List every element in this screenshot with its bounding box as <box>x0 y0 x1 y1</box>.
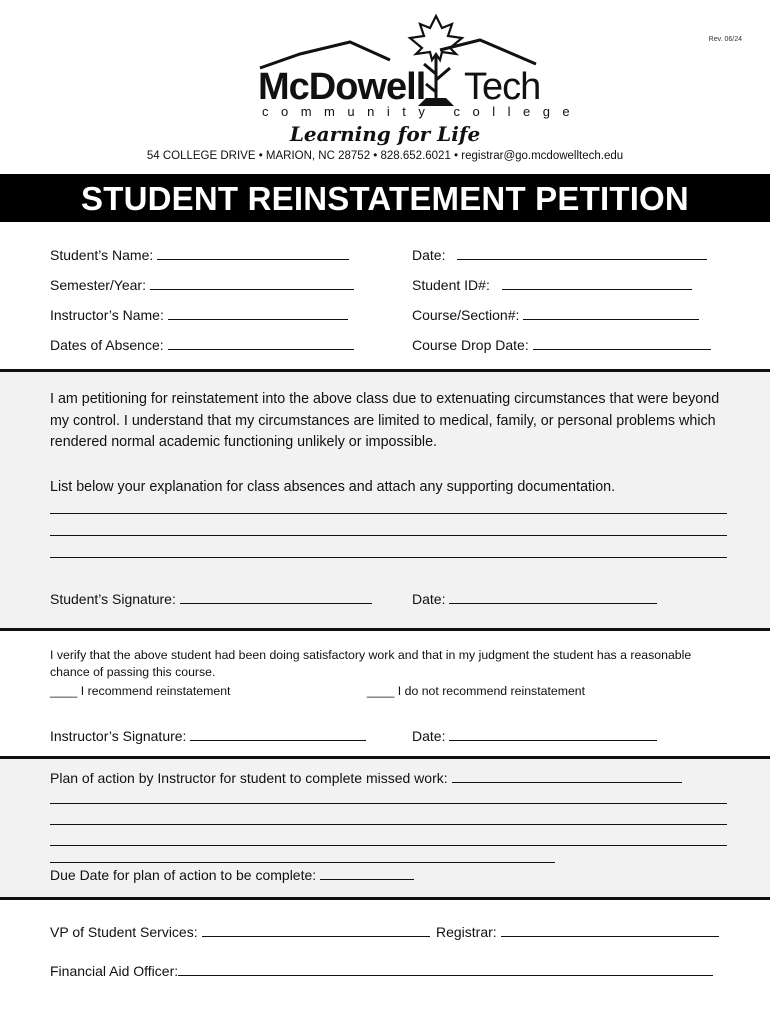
instructor-signature-label: Instructor’s Signature: <box>50 728 187 744</box>
dates-absence-label: Dates of Absence: <box>50 337 164 353</box>
semester-year-field[interactable] <box>50 275 354 293</box>
petition-statement: I am petitioning for reinstatement into the above class due to extenuating circumstances that were beyond my control. I understand that my circumstances are limited to medical, family, or personal problems which rendered normal academic functioning unlikely or impossible. <box>50 391 720 450</box>
date-field[interactable] <box>412 245 707 263</box>
registrar-field[interactable] <box>436 922 719 940</box>
plan-line[interactable] <box>50 845 727 846</box>
dates-absence-line[interactable] <box>168 335 354 350</box>
logo-tech-text: Tech <box>464 66 541 108</box>
student-name-field[interactable] <box>50 245 349 263</box>
petition-date-field[interactable] <box>412 589 657 607</box>
semester-year-label: Semester/Year: <box>50 277 146 293</box>
course-drop-date-field[interactable] <box>412 335 711 353</box>
student-id-line[interactable] <box>502 275 692 290</box>
instructor-name-label: Instructor’s Name: <box>50 307 164 323</box>
explanation-line[interactable] <box>50 557 727 558</box>
petition-date-line[interactable] <box>449 589 657 604</box>
explanation-prompt: List below your explanation for class absences and attach any supporting documentation. <box>50 479 616 495</box>
course-section-label: Course/Section#: <box>412 307 520 323</box>
course-drop-date-line[interactable] <box>533 335 711 350</box>
student-id-label: Student ID#: <box>412 277 490 293</box>
date-line[interactable] <box>457 245 707 260</box>
logo-subtitle-text: community college <box>262 104 583 119</box>
due-date-line[interactable] <box>320 865 414 880</box>
dates-absence-field[interactable] <box>50 335 354 353</box>
page-title: STUDENT REINSTATEMENT PETITION <box>81 180 689 217</box>
financial-aid-line[interactable] <box>178 961 713 976</box>
date-label: Date: <box>412 247 446 263</box>
plan-line[interactable] <box>50 862 555 863</box>
explanation-line[interactable] <box>50 535 727 536</box>
revision-label: Rev. 06/24 <box>708 36 742 43</box>
instructor-verify-text: I verify that the above student had been doing satisfactory work and that in my judgment the student has a reasonable chance of passing this course. <box>50 648 692 679</box>
plan-line[interactable] <box>50 824 727 825</box>
course-section-line[interactable] <box>523 305 699 320</box>
recommend-option[interactable]: ____ I recommend reinstatement <box>50 684 231 698</box>
petition-date-label: Date: <box>412 591 446 607</box>
student-signature-line[interactable] <box>180 589 372 604</box>
section-divider <box>0 897 770 900</box>
course-drop-date-label: Course Drop Date: <box>412 337 529 353</box>
registrar-line[interactable] <box>501 922 719 937</box>
not-recommend-option[interactable]: ____ I do not recommend reinstatement <box>367 684 586 698</box>
instructor-date-label: Date: <box>412 728 446 744</box>
instructor-name-line[interactable] <box>168 305 348 320</box>
vp-student-services-line[interactable] <box>202 922 430 937</box>
logo-name-text: McDowell <box>258 66 426 108</box>
instructor-date-field[interactable] <box>412 726 657 744</box>
plan-of-action-line[interactable] <box>452 768 682 783</box>
section-divider <box>0 628 770 631</box>
instructor-date-line[interactable] <box>449 726 657 741</box>
plan-of-action-label: Plan of action by Instructor for student to complete missed work: <box>50 770 448 786</box>
student-signature-label: Student’s Signature: <box>50 591 176 607</box>
financial-aid-field[interactable] <box>50 961 713 979</box>
registrar-label: Registrar: <box>436 924 497 940</box>
college-address: 54 COLLEGE DRIVE • MARION, NC 28752 • 828.652.6021 • registrar@go.mcdowelltech.edu <box>146 150 624 162</box>
semester-year-line[interactable] <box>150 275 354 290</box>
instructor-name-field[interactable] <box>50 305 348 323</box>
student-name-line[interactable] <box>157 245 349 260</box>
due-date-field[interactable] <box>50 865 414 883</box>
financial-aid-label: Financial Aid Officer: <box>50 963 179 979</box>
student-signature-field[interactable] <box>50 589 372 607</box>
vp-student-services-label: VP of Student Services: <box>50 924 198 940</box>
student-id-field[interactable] <box>412 275 692 293</box>
instructor-signature-line[interactable] <box>190 726 366 741</box>
instructor-signature-field[interactable] <box>50 726 366 744</box>
plan-line[interactable] <box>50 803 727 804</box>
explanation-line[interactable] <box>50 513 727 514</box>
tagline: Learning for Life <box>289 122 481 146</box>
due-date-label: Due Date for plan of action to be complete: <box>50 867 317 883</box>
vp-student-services-field[interactable] <box>50 922 430 940</box>
course-section-field[interactable] <box>412 305 699 323</box>
plan-of-action-field[interactable] <box>50 768 682 786</box>
student-name-label: Student’s Name: <box>50 247 154 263</box>
